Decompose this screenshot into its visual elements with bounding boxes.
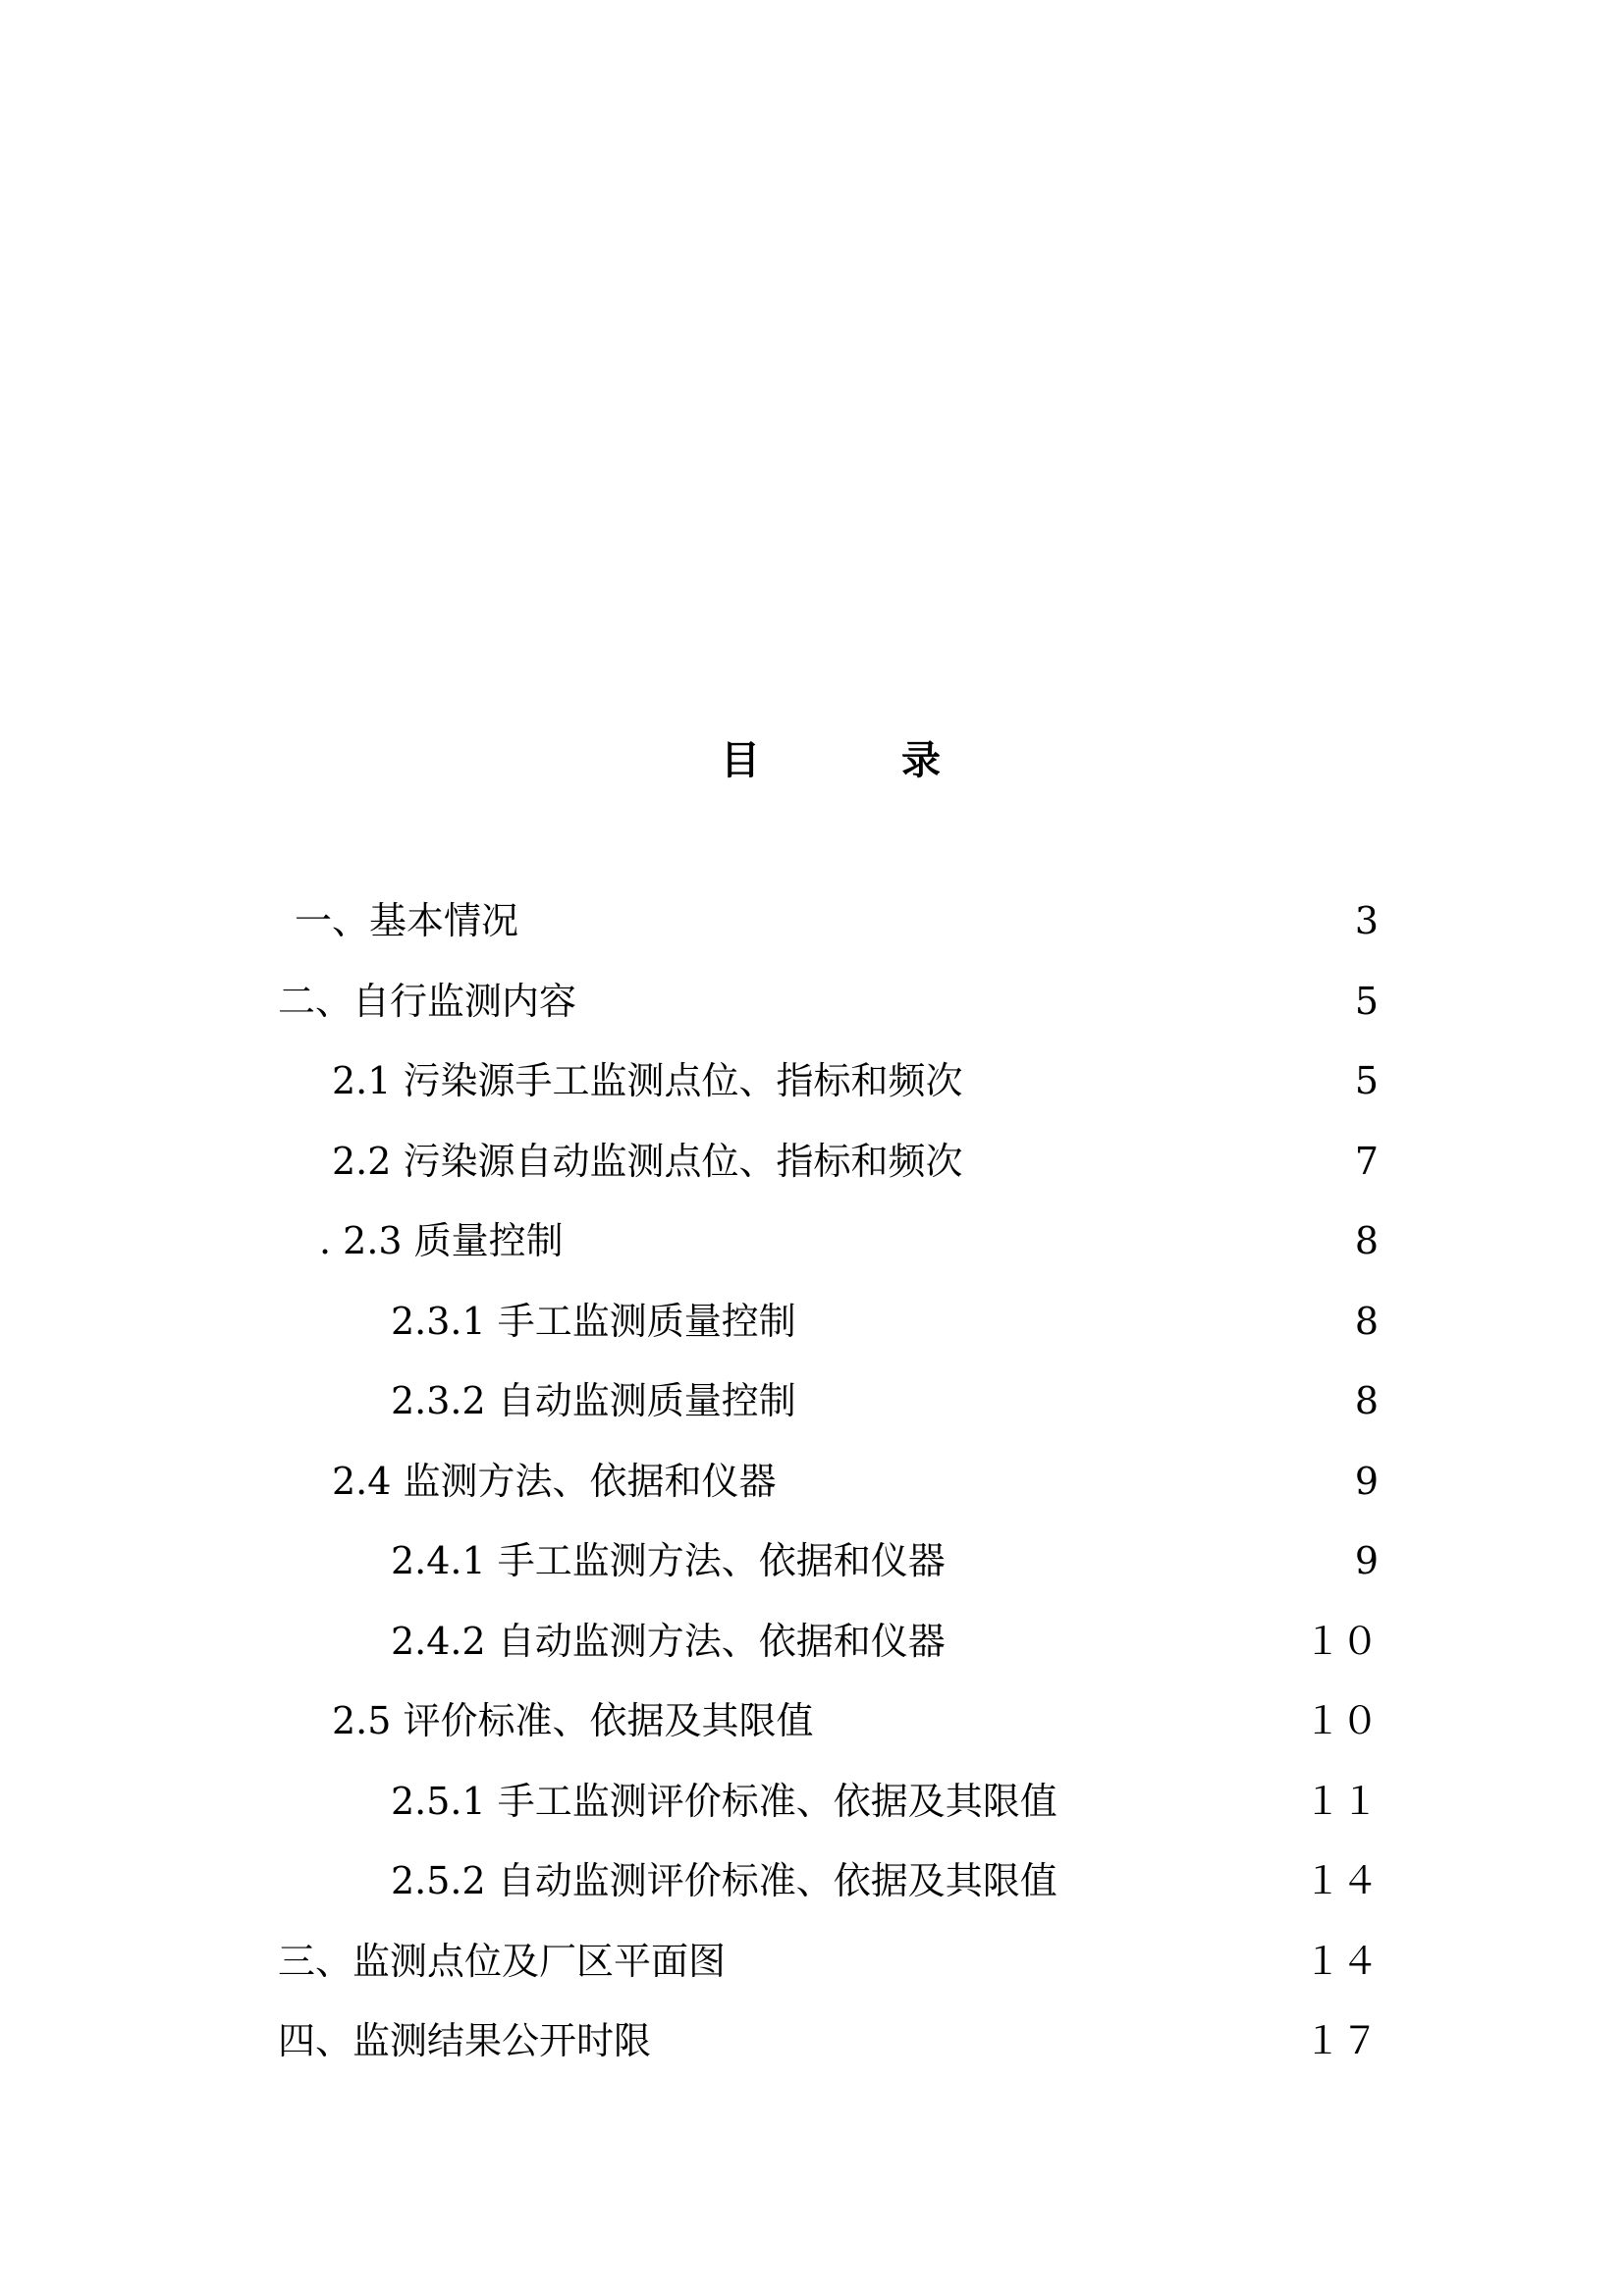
toc-entry-text: 2.4.1 手工监测方法、依据和仪器: [391, 1539, 946, 1582]
toc-entry-text: 2.4 监测方法、依据和仪器: [332, 1459, 777, 1503]
toc-entry-page: 8: [1354, 1379, 1379, 1422]
toc-entry-2-3[interactable]: [0, 1211, 1624, 1292]
toc-list: [0, 891, 1624, 2092]
toc-entry-text: 2.3.1 手工监测质量控制: [391, 1299, 796, 1343]
toc-entry-1[interactable]: [0, 891, 1624, 972]
toc-entry-2-5[interactable]: [0, 1691, 1624, 1772]
toc-entry-text: 2.1 污染源手工监测点位、指标和频次: [332, 1059, 963, 1102]
toc-entry-text: 2.4.2 自动监测方法、依据和仪器: [391, 1619, 946, 1663]
toc-entry-2[interactable]: [0, 972, 1624, 1052]
toc-entry-page: 9: [1354, 1459, 1379, 1503]
toc-entry-page: １０: [1303, 1699, 1379, 1742]
toc-entry-2-5-1[interactable]: [0, 1772, 1624, 1852]
toc-entry-text: 二、自行监测内容: [278, 979, 577, 1023]
toc-entry-text: 四、监测结果公开时限: [278, 2019, 652, 2062]
toc-entry-page: 5: [1354, 1059, 1379, 1102]
toc-entry-2-2[interactable]: [0, 1132, 1624, 1212]
toc-entry-text: . 2.3 质量控制: [319, 1219, 564, 1262]
toc-entry-page: １７: [1303, 2019, 1379, 2062]
toc-entry-page: １０: [1303, 1619, 1379, 1663]
toc-entry-2-3-1[interactable]: [0, 1292, 1624, 1372]
toc-entry-page: 8: [1354, 1219, 1379, 1262]
toc-entry-text: 三、监测点位及厂区平面图: [278, 1939, 727, 1983]
toc-entry-text: 一、基本情况: [295, 899, 519, 942]
toc-entry-page: １１: [1303, 1779, 1379, 1823]
toc-entry-2-4-1[interactable]: [0, 1531, 1624, 1612]
toc-entry-text: 2.5 评价标准、依据及其限值: [332, 1699, 814, 1742]
toc-entry-3[interactable]: [0, 1932, 1624, 2012]
toc-entry-text: 2.5.1 手工监测评价标准、依据及其限值: [391, 1779, 1057, 1823]
toc-entry-page: １４: [1303, 1859, 1379, 1902]
toc-entry-2-3-2[interactable]: [0, 1371, 1624, 1452]
toc-entry-2-4-2[interactable]: [0, 1612, 1624, 1692]
toc-entry-page: 7: [1354, 1139, 1379, 1183]
toc-entry-text: 2.2 污染源自动监测点位、指标和频次: [332, 1139, 963, 1183]
toc-entry-page: 9: [1354, 1539, 1379, 1582]
toc-entry-2-1[interactable]: [0, 1051, 1624, 1132]
toc-entry-2-5-2[interactable]: [0, 1851, 1624, 1932]
toc-entry-4[interactable]: [0, 2011, 1624, 2092]
toc-entry-text: 2.5.2 自动监测评价标准、依据及其限值: [391, 1859, 1057, 1902]
toc-entry-2-4[interactable]: [0, 1452, 1624, 1532]
toc-entry-page: １４: [1303, 1939, 1379, 1983]
toc-title: 目 录: [721, 738, 992, 783]
toc-entry-text: 2.3.2 自动监测质量控制: [391, 1379, 796, 1422]
toc-entry-page: 5: [1354, 979, 1379, 1023]
toc-entry-page: 3: [1354, 899, 1379, 942]
toc-entry-page: 8: [1354, 1299, 1379, 1343]
